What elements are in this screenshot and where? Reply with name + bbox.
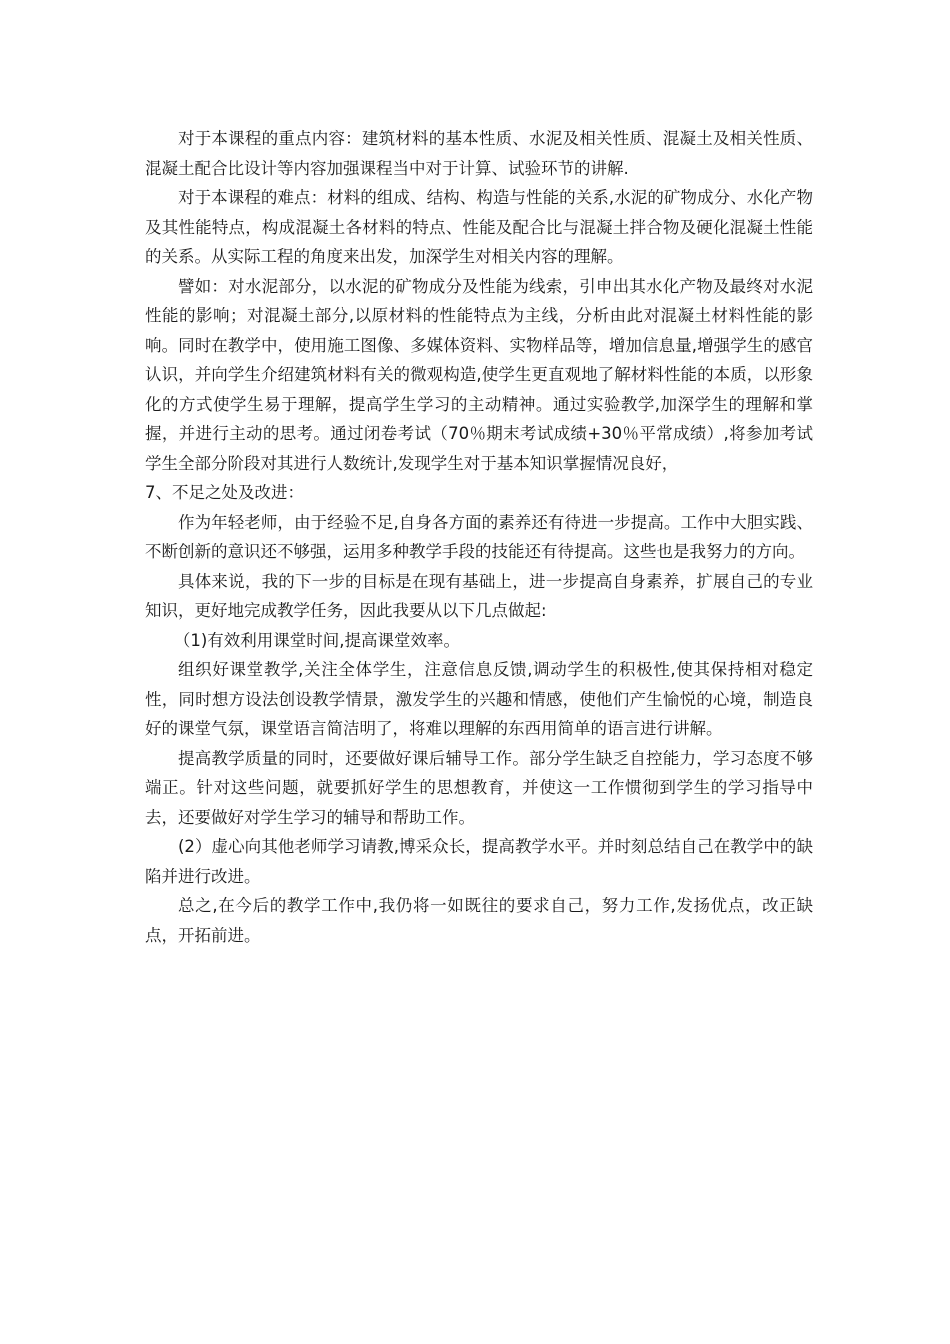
paragraph-classroom: 组织好课堂教学,关注全体学生，注意信息反馈,调动学生的积极性,使其保持相对稳定性，同时想方设法创设教学情景，激发学生的兴趣和情感，使他们产生愉悦的心境，制造良好的课堂气氛，课堂语言简洁明了，将难以理解的东西用简单的语言进行讲解。 xyxy=(145,660,813,738)
paragraph-key-content: 对于本课程的重点内容：建筑材料的基本性质、水泥及相关性质、混凝土及相关性质、混凝土配合比设计等内容加强课程当中对于计算、试验环节的讲解. xyxy=(145,129,813,178)
paragraph-next-goals: 具体来说，我的下一步的目标是在现有基础上，进一步提高自身素养，扩展自己的专业知识，更好地完成教学任务，因此我要从以下几点做起: xyxy=(145,571,813,620)
list-item-2: (2）虚心向其他老师学习请教,博采众长，提高教学水平。并时刻总结自己在教学中的缺陷并进行改进。 xyxy=(145,837,813,886)
list-item-1: （1)有效利用课堂时间,提高课堂效率。 xyxy=(173,630,461,650)
paragraph-conclusion: 总之,在今后的教学工作中,我仍将一如既往的要求自己，努力工作,发扬优点，改正缺点，开拓前进。 xyxy=(145,896,813,945)
paragraph-tutoring: 提高教学质量的同时，还要做好课后辅导工作。部分学生缺乏自控能力，学习态度不够端正。针对这些问题，就要抓好学生的思想教育，并使这一工作惯彻到学生的学习指导中去，还要做好对学生学习的辅导和帮助工作。 xyxy=(145,748,813,827)
paragraph-difficulties: 对于本课程的难点：材料的组成、结构、构造与性能的关系,水泥的矿物成分、水化产物及其性能特点，构成混凝土各材料的特点、性能及配合比与混凝土拌合物及硬化混凝土性能的关系。从实际工程的角度来出发，加深学生对相关内容的理解。 xyxy=(145,188,813,266)
paragraph-young-teacher: 作为年轻老师，由于经验不足,自身各方面的素养还有待进一步提高。工作中大胆实践、不断创新的意识还不够强，运用多种教学手段的技能还有待提高。这些也是我努力的方向。 xyxy=(145,512,813,561)
section-heading-shortcomings: 7、不足之处及改进： xyxy=(145,483,304,502)
paragraph-example: 譬如：对水泥部分，以水泥的矿物成分及性能为线索，引申出其水化产物及最终对水泥性能的影响；对混凝土部分,以原材料的性能特点为主线，分析由此对混凝土材料性能的影响。同时在教学中，使用施工图像、多媒体资料、实物样品等，增加信息量,增强学生的感官认识，并向学生介绍建筑材料有关的微观构造,使学生更直观地了解材料性能的本质，以形象化的方式使学生易于理解，提高学生学习的主动精神。通过实验教学,加深学生的理解和掌握，并进行主动的思考。通过闭卷考试（70％期末考试成绩+30％平常成绩）,将参加考试学生全部分阶段对其进行人数统计,发现学生对于基本知识掌握情况良好， xyxy=(145,276,813,473)
document-body xyxy=(145,124,813,950)
